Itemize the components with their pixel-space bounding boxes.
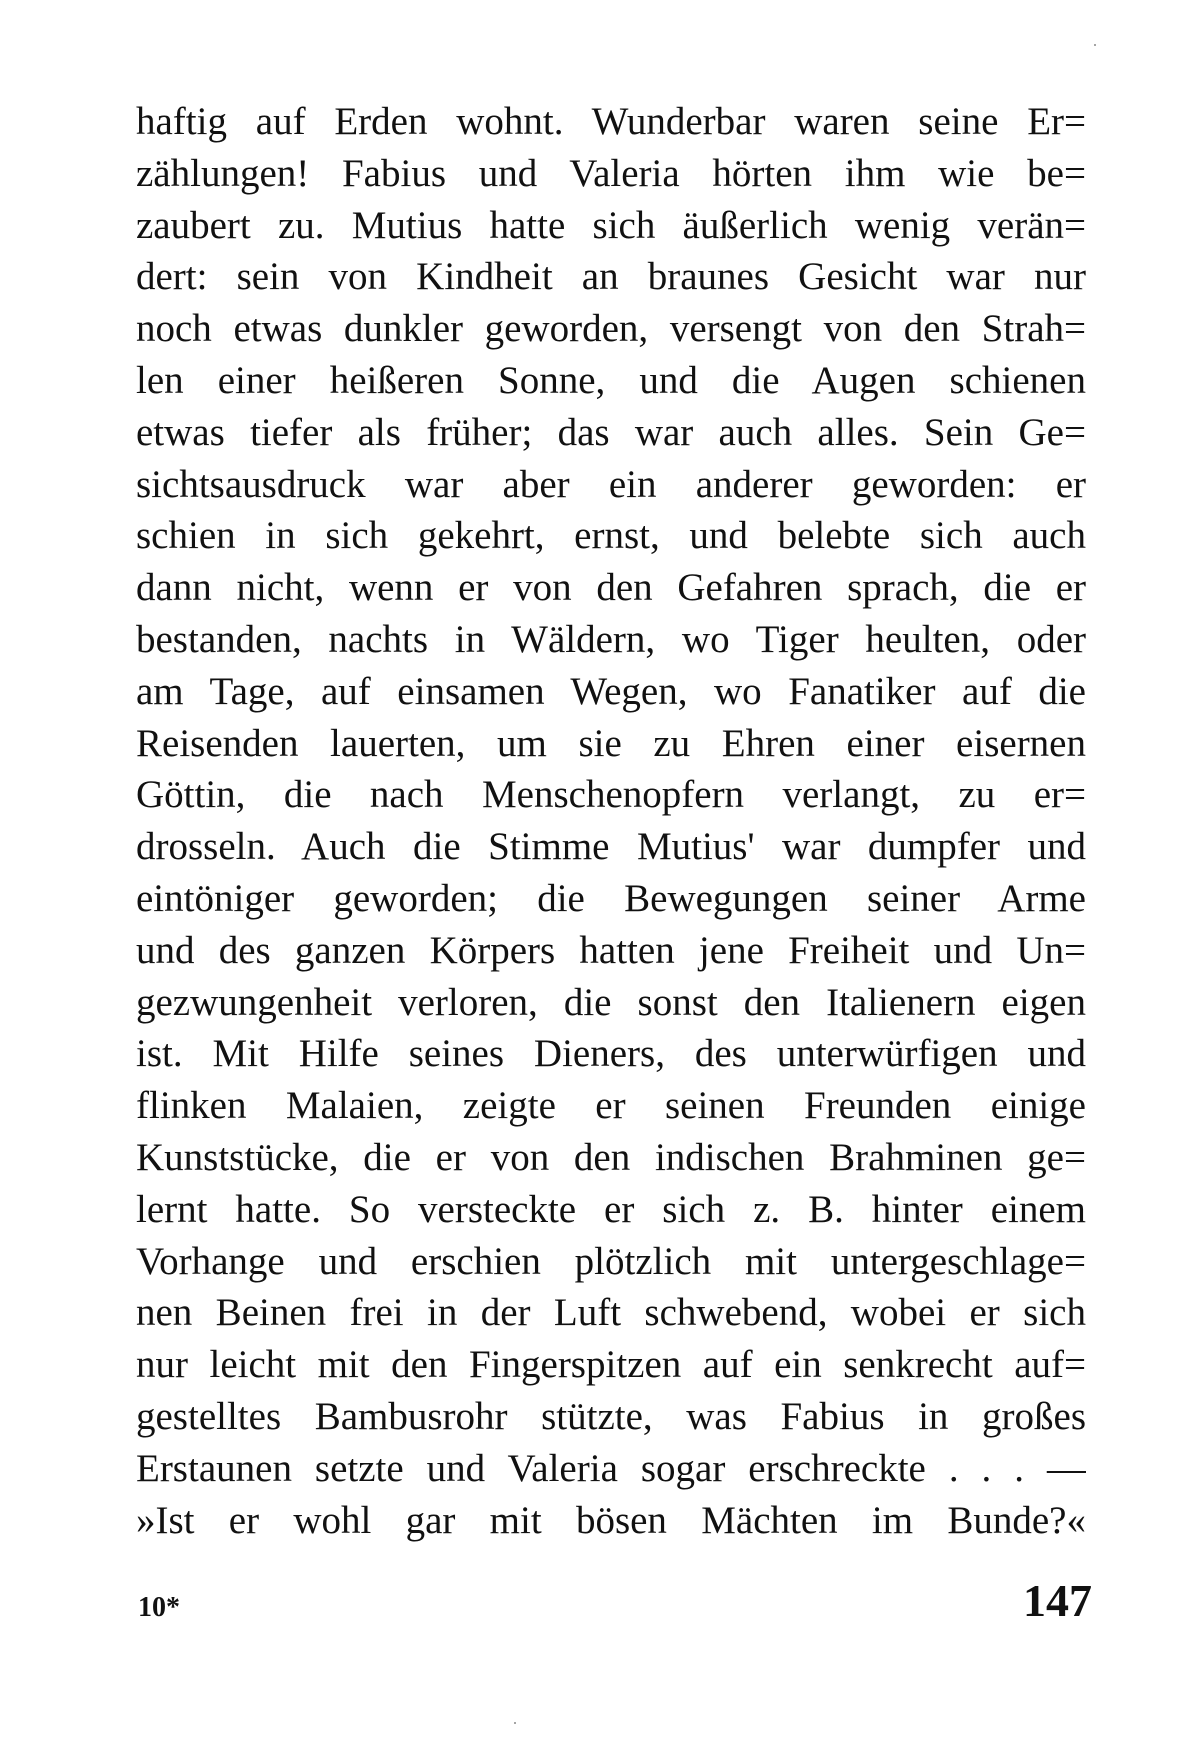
text-line: Göttin, die nach Menschenopfern verlangt, zu er= — [136, 773, 1086, 817]
scan-speck — [1094, 44, 1096, 46]
text-line: gestelltes Bambusrohr stützte, was Fabius in großes — [136, 1394, 1086, 1438]
text-line: Kunststücke, die er von den indischen Brahminen ge= — [136, 1135, 1086, 1179]
signature-mark: 10* — [138, 1592, 180, 1623]
text-line: Vorhange und erschien plötzlich mit untergeschlage= — [136, 1239, 1086, 1283]
text-line: eintöniger geworden; die Bewegungen seiner Arme — [136, 876, 1086, 920]
text-line: etwas tiefer als früher; das war auch alles. Sein Ge= — [136, 410, 1086, 454]
text-line: lernt hatte. So versteckte er sich z. B. hinter einem — [136, 1187, 1086, 1231]
body-text — [136, 96, 1086, 1546]
text-line: »Ist er wohl gar mit bösen Mächten im Bunde?« — [136, 1498, 1086, 1542]
text-line: haftig auf Erden wohnt. Wunderbar waren seine Er= — [136, 100, 1086, 143]
text-line: sichtsausdruck war aber ein anderer geworden: er — [136, 462, 1086, 506]
text-line: noch etwas dunkler geworden, versengt von den Strah= — [136, 307, 1086, 351]
text-line: zaubert zu. Mutius hatte sich äußerlich wenig verän= — [136, 203, 1086, 247]
text-line: ist. Mit Hilfe seines Dieners, des unterwürfigen und — [136, 1032, 1086, 1076]
text-line: Reisenden lauerten, um sie zu Ehren einer eisernen — [136, 721, 1086, 765]
text-line: dert: sein von Kindheit an braunes Gesicht war nur — [136, 255, 1086, 299]
text-line: Erstaunen setzte und Valeria sogar erschreckte . . . — — [136, 1446, 1086, 1490]
text-line: len einer heißeren Sonne, und die Augen schienen — [136, 358, 1086, 402]
text-line: schien in sich gekehrt, ernst, und belebte sich auch — [136, 514, 1086, 558]
page-number: 147 — [1023, 1575, 1092, 1626]
text-line: drosseln. Auch die Stimme Mutius' war dumpfer und — [136, 825, 1086, 869]
text-line: dann nicht, wenn er von den Gefahren sprach, die er — [136, 566, 1086, 610]
text-line: und des ganzen Körpers hatten jene Freiheit und Un= — [136, 928, 1086, 972]
text-line: gezwungenheit verloren, die sonst den Italienern eigen — [136, 980, 1086, 1024]
text-line: flinken Malaien, zeigte er seinen Freunden einige — [136, 1084, 1086, 1128]
text-line: am Tage, auf einsamen Wegen, wo Fanatiker auf die — [136, 669, 1086, 713]
scan-speck — [514, 1722, 516, 1724]
text-line: bestanden, nachts in Wäldern, wo Tiger heulten, oder — [136, 617, 1086, 661]
text-line: zählungen! Fabius und Valeria hörten ihm wie be= — [136, 151, 1086, 195]
text-line: nen Beinen frei in der Luft schwebend, wobei er sich — [136, 1291, 1086, 1335]
text-line: nur leicht mit den Fingerspitzen auf ein senkrecht auf= — [136, 1343, 1086, 1387]
